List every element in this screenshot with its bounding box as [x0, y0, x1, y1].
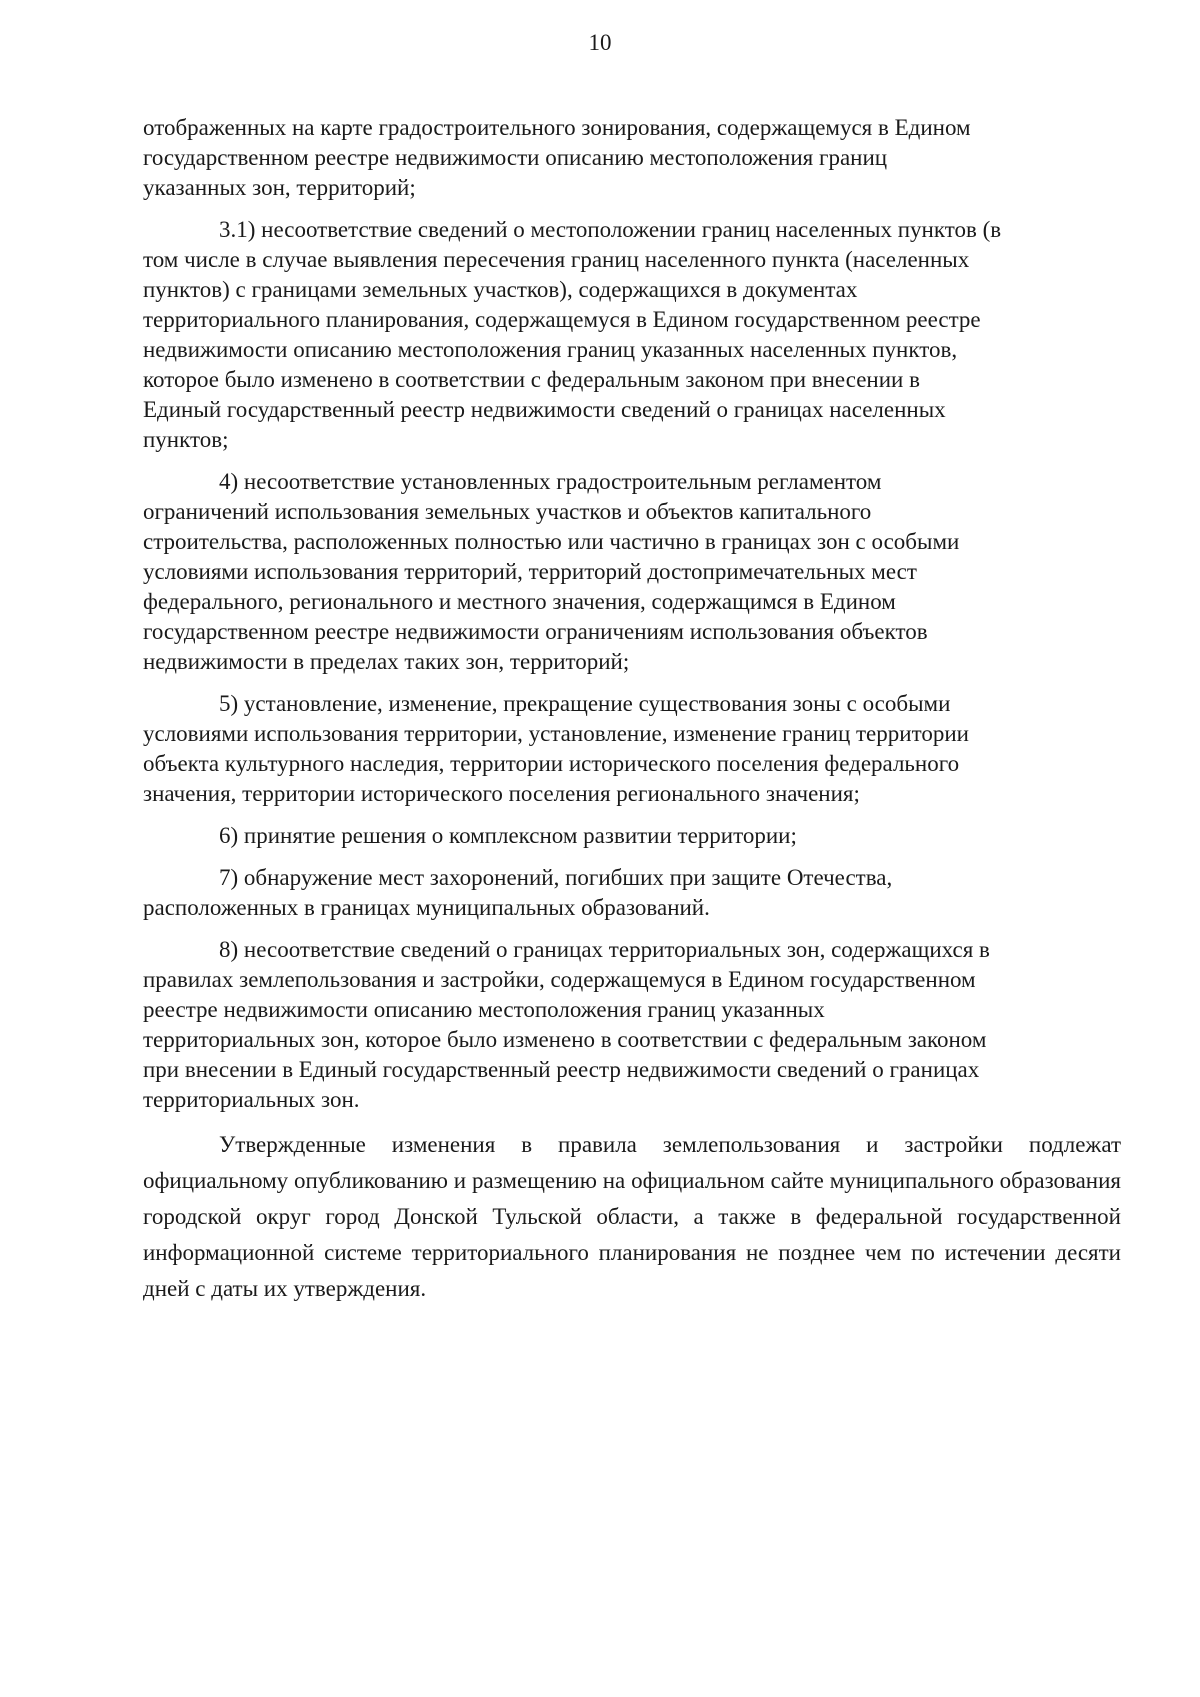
text-line: расположенных в границах муниципальных образований.: [143, 895, 710, 920]
text-line: условиями использования территории, установление, изменение границ территории: [143, 721, 969, 746]
text-line: 3.1) несоответствие сведений о местоположении границ населенных пунктов (в: [219, 217, 1002, 242]
text-line: 4) несоответствие установленных градостроительным регламентом: [219, 469, 882, 494]
text-line: 7) обнаружение мест захоронений, погибших при защите Отечества,: [219, 865, 893, 890]
paragraph-item-6: [143, 821, 1121, 851]
text-line: реестре недвижимости описанию местоположения границ указанных: [143, 997, 825, 1022]
text-line: объекта культурного наследия, территории исторического поселения федерального: [143, 751, 960, 776]
text-line: недвижимости описанию местоположения границ указанных населенных пунктов,: [143, 337, 958, 362]
text-line: условиями использования территорий, территорий достопримечательных мест: [143, 559, 917, 584]
text-line: территориальных зон.: [143, 1087, 360, 1112]
text-line: указанных зон, территорий;: [143, 175, 416, 200]
text-line: 8) несоответствие сведений о границах территориальных зон, содержащихся в: [219, 937, 990, 962]
text-line: при внесении в Единый государственный реестр недвижимости сведений о границах: [143, 1057, 980, 1082]
text-line: строительства, расположенных полностью или частично в границах зон с особыми: [143, 529, 960, 554]
text-line: недвижимости в пределах таких зон, территорий;: [143, 649, 630, 674]
text-line: государственном реестре недвижимости ограничениям использования объектов: [143, 619, 928, 644]
text-line: государственном реестре недвижимости описанию местоположения границ: [143, 145, 888, 170]
text-line: значения, территории исторического поселения регионального значения;: [143, 781, 860, 806]
text-line: пунктов) с границами земельных участков), содержащихся в документах: [143, 277, 858, 302]
text-line: федерального, регионального и местного значения, содержащимся в Едином: [143, 589, 896, 614]
text-line: отображенных на карте градостроительного зонирования, содержащемуся в Едином: [143, 115, 971, 140]
paragraph-item-7: [143, 863, 1121, 923]
page-number: 10: [588, 30, 612, 55]
text-line: 5) установление, изменение, прекращение существования зоны с особыми: [219, 691, 951, 716]
text-line: территориальных зон, которое было изменено в соответствии с федеральным законом: [143, 1027, 987, 1052]
text-line: ограничений использования земельных участков и объектов капитального: [143, 499, 872, 524]
paragraph-item-4: [143, 467, 1121, 677]
text-line: Единый государственный реестр недвижимости сведений о границах населенных: [143, 397, 946, 422]
paragraph-item-5: [143, 689, 1121, 809]
document-body: [143, 113, 1121, 1319]
paragraph-final-publication: Утвержденные изменения в правила землепользования и застройки подлежат официальному опубликованию и размещению на официальном сайте муниципального образования городской округ город Донской Тульской области, а также в федеральной государственной информационной системе территориального планирования не позднее чем по истечении десяти дней с даты их утверждения.: [143, 1132, 1121, 1301]
text-line: которое было изменено в соответствии с федеральным законом при внесении в: [143, 367, 920, 392]
paragraph-continuation: [143, 113, 1121, 203]
text-line: том числе в случае выявления пересечения границ населенного пункта (населенных: [143, 247, 970, 272]
paragraph-item-8: [143, 935, 1121, 1115]
text-line: территориального планирования, содержащемуся в Едином государственном реестре: [143, 307, 981, 332]
text-line: пунктов;: [143, 427, 229, 452]
text-line: 6) принятие решения о комплексном развитии территории;: [219, 823, 797, 848]
paragraph-item-3-1: [143, 215, 1121, 455]
text-line: правилах землепользования и застройки, содержащемуся в Едином государственном: [143, 967, 976, 992]
